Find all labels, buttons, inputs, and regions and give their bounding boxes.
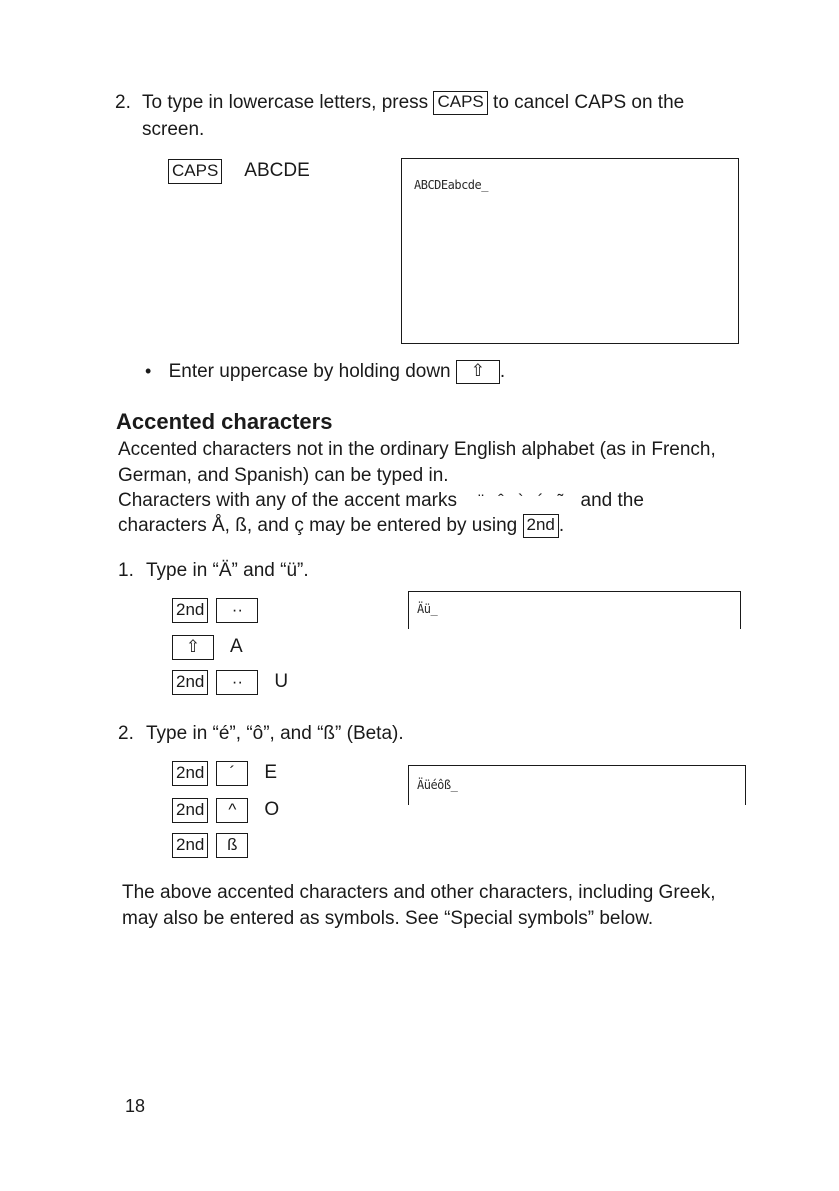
2nd-key: 2nd — [523, 514, 559, 538]
page-number: 18 — [125, 1096, 146, 1116]
accent-marks: ¨ ˆ ` ´ ˜ — [478, 491, 564, 510]
caps-key: CAPS — [433, 91, 487, 115]
2nd-key: 2nd — [172, 833, 208, 858]
section-para-line3-after: and the — [580, 490, 644, 511]
closing-line2: may also be entered as symbols. See “Special symbols” below. — [122, 908, 654, 929]
2nd-key: 2nd — [172, 670, 208, 695]
caps-example-row — [168, 158, 310, 184]
section-para-line4-before: characters Å, ß, and ç may be entered by using — [118, 515, 518, 536]
bullet-note-period: . — [499, 361, 506, 382]
section-para-line2: German, and Spanish) can be typed in. — [118, 465, 449, 486]
step1-row-3 — [172, 669, 288, 695]
step2-row-1 — [172, 760, 277, 786]
shift-key: ⇧ — [456, 360, 500, 384]
closing-line1: The above accented characters and other characters, including Greek, — [122, 882, 716, 903]
lcd-screen-step1 — [408, 591, 741, 629]
lcd-screen-caps — [401, 158, 739, 344]
step1-row-3-letter: U — [274, 671, 289, 692]
section-para-line4-after: . — [558, 515, 565, 536]
step1-number: 1. — [118, 560, 134, 581]
step2-top-line1 — [142, 90, 684, 116]
step2-row-1-letter: E — [264, 762, 278, 783]
section-para-line1: Accented characters not in the ordinary English alphabet (as in French, — [118, 439, 716, 460]
caps-key: CAPS — [168, 159, 222, 184]
shift-key: ⇧ — [172, 635, 214, 660]
section-para-line3-before: Characters with any of the accent marks — [118, 490, 457, 511]
bullet-note — [145, 358, 505, 385]
bullet-icon: • — [145, 361, 152, 381]
section-heading: Accented characters — [116, 409, 333, 434]
lcd-text-step1: Äü_ — [417, 602, 438, 616]
step2-top-text-after: to cancel CAPS on the — [493, 92, 685, 113]
step2-top-number: 2. — [115, 92, 131, 113]
lcd-text-caps: ABCDEabcde_ — [414, 178, 488, 192]
beta-key: ß — [216, 833, 248, 858]
2nd-key: 2nd — [172, 798, 208, 823]
2nd-key: 2nd — [172, 598, 208, 623]
section-para-line4 — [118, 513, 564, 539]
lcd-screen-step2 — [408, 765, 746, 805]
acute-key: ´ — [216, 761, 248, 786]
2nd-key: 2nd — [172, 761, 208, 786]
umlaut-key: ·· — [216, 670, 258, 695]
step2-text: Type in “é”, “ô”, and “ß” (Beta). — [146, 723, 404, 744]
section-para-line3 — [118, 488, 644, 514]
step1-row-1 — [172, 597, 258, 623]
lcd-text-step2: Äüéôß_ — [417, 778, 458, 792]
umlaut-key: ·· — [216, 598, 258, 623]
step2-top-text-before: To type in lowercase letters, press — [142, 92, 429, 113]
caps-typed-text: ABCDE — [244, 160, 310, 181]
step2-row-2 — [172, 797, 279, 823]
step2-row-2-letter: O — [264, 799, 280, 820]
step1-row-2 — [172, 634, 243, 660]
bullet-note-text: Enter uppercase by holding down — [168, 361, 451, 382]
step2-number: 2. — [118, 723, 134, 744]
step1-text: Type in “Ä” and “ü”. — [146, 560, 309, 581]
step1-row-2-letter: A — [230, 636, 243, 657]
step2-top-line2: screen. — [142, 119, 205, 140]
step2-row-3 — [172, 832, 248, 858]
circumflex-key: ^ — [216, 798, 248, 823]
